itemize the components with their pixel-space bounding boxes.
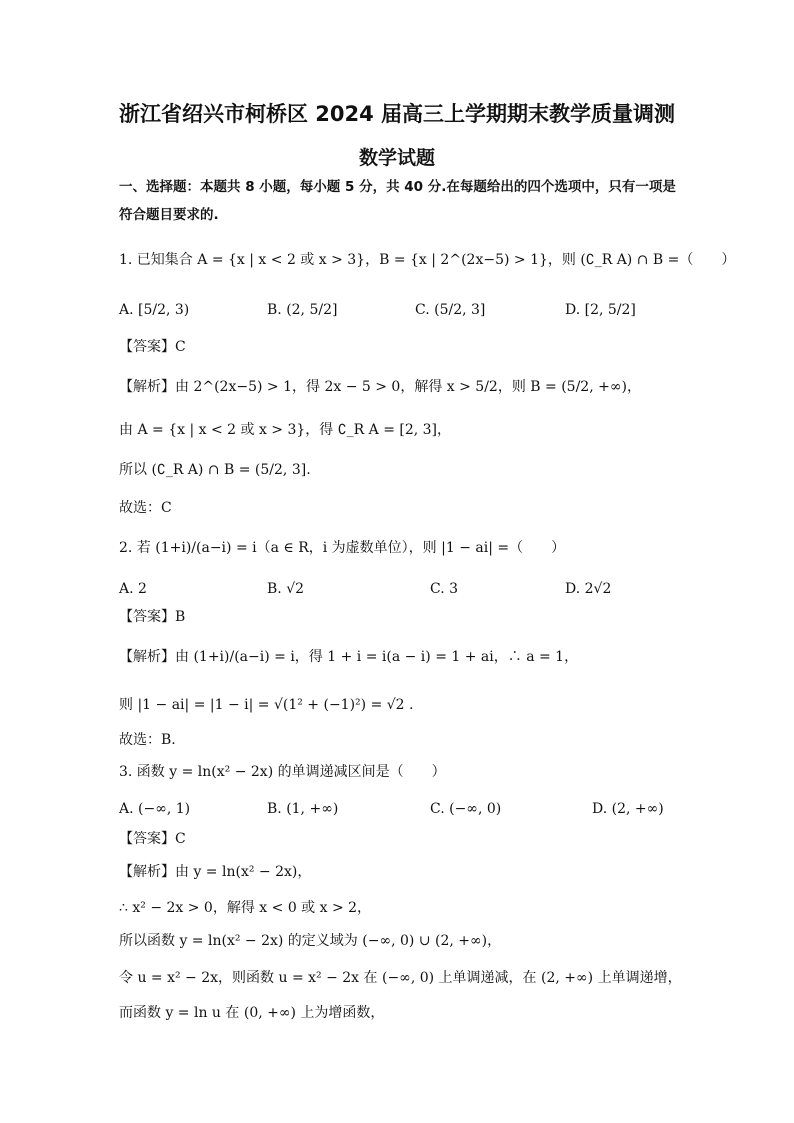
q1-solution-2: 由 A = {x | x < 2 或 x > 3}，得 ∁_R A = [2, 3]， bbox=[119, 422, 452, 438]
q2-option-c: C. 3 bbox=[430, 581, 459, 597]
question-1-stem: 1. 已知集合 A = {x | x < 2 或 x > 3}，B = {x | 2^(2x−5) > 1}，则 (∁_R A) ∩ B =（ ） bbox=[119, 252, 736, 268]
q1-solution-3: 所以 (∁_R A) ∩ B = (5/2, 3]. bbox=[119, 462, 311, 478]
q3-solution-4: 令 u = x² − 2x，则函数 u = x² − 2x 在 (−∞, 0) 上单调递减，在 (2, +∞) 上单调递增， bbox=[119, 970, 682, 986]
q1-option-a: A. [5/2, 3) bbox=[119, 302, 190, 318]
q3-option-d: D. (2, +∞) bbox=[592, 801, 664, 817]
q2-option-a: A. 2 bbox=[119, 581, 147, 597]
page-title: 浙江省绍兴市柯桥区 2024 届高三上学期期末教学质量调测 bbox=[118, 102, 676, 126]
q3-solution-3: 所以函数 y = ln(x² − 2x) 的定义域为 (−∞, 0) ∪ (2, +∞)， bbox=[119, 933, 502, 949]
section-heading: 一、选择题：本题共 8 小题，每小题 5 分，共 40 分.在每题给出的四个选项中，只有一项是 bbox=[119, 179, 676, 195]
q2-solution-2: 则 |1 − ai| = |1 − i| = √(1² + (−1)²) = √2 . bbox=[119, 697, 414, 713]
q3-solution-2: ∴ x² − 2x > 0，解得 x < 0 或 x > 2， bbox=[119, 900, 372, 916]
question-3-stem: 3. 函数 y = ln(x² − 2x) 的单调递减区间是（ ） bbox=[119, 764, 446, 780]
section-heading-cont: 符合题目要求的. bbox=[119, 207, 219, 223]
q3-option-a: A. (−∞, 1) bbox=[119, 801, 191, 817]
q3-option-c: C. (−∞, 0) bbox=[430, 801, 502, 817]
q2-solution-1: 【解析】由 (1+i)/(a−i) = i，得 1 + i = i(a − i) = 1 + ai，∴ a = 1， bbox=[119, 649, 579, 665]
q1-option-d: D. [2, 5/2] bbox=[565, 302, 636, 318]
q1-solution-1: 【解析】由 2^(2x−5) > 1，得 2x − 5 > 0，解得 x > 5/2，则 B = (5/2, +∞)， bbox=[119, 379, 641, 395]
q2-choose: 故选：B. bbox=[119, 732, 176, 748]
question-2-stem: 2. 若 (1+i)/(a−i) = i（a ∈ R，i 为虚数单位），则 |1 − ai| =（ ） bbox=[119, 540, 566, 556]
q1-option-c: C. (5/2, 3] bbox=[415, 302, 486, 318]
q2-answer: 【答案】B bbox=[119, 609, 186, 625]
q3-solution-1: 【解析】由 y = ln(x² − 2x)， bbox=[119, 864, 312, 880]
q3-solution-5: 而函数 y = ln u 在 (0, +∞) 上为增函数， bbox=[119, 1005, 385, 1021]
q1-option-b: B. (2, 5/2] bbox=[267, 302, 338, 318]
q1-choose: 故选：C bbox=[119, 500, 172, 516]
q2-option-d: D. 2√2 bbox=[565, 581, 612, 597]
q3-option-b: B. (1, +∞) bbox=[267, 801, 339, 817]
page-subtitle: 数学试题 bbox=[358, 147, 435, 169]
q3-answer: 【答案】C bbox=[119, 831, 186, 847]
q2-option-b: B. √2 bbox=[267, 581, 305, 597]
q1-answer: 【答案】C bbox=[119, 339, 186, 355]
